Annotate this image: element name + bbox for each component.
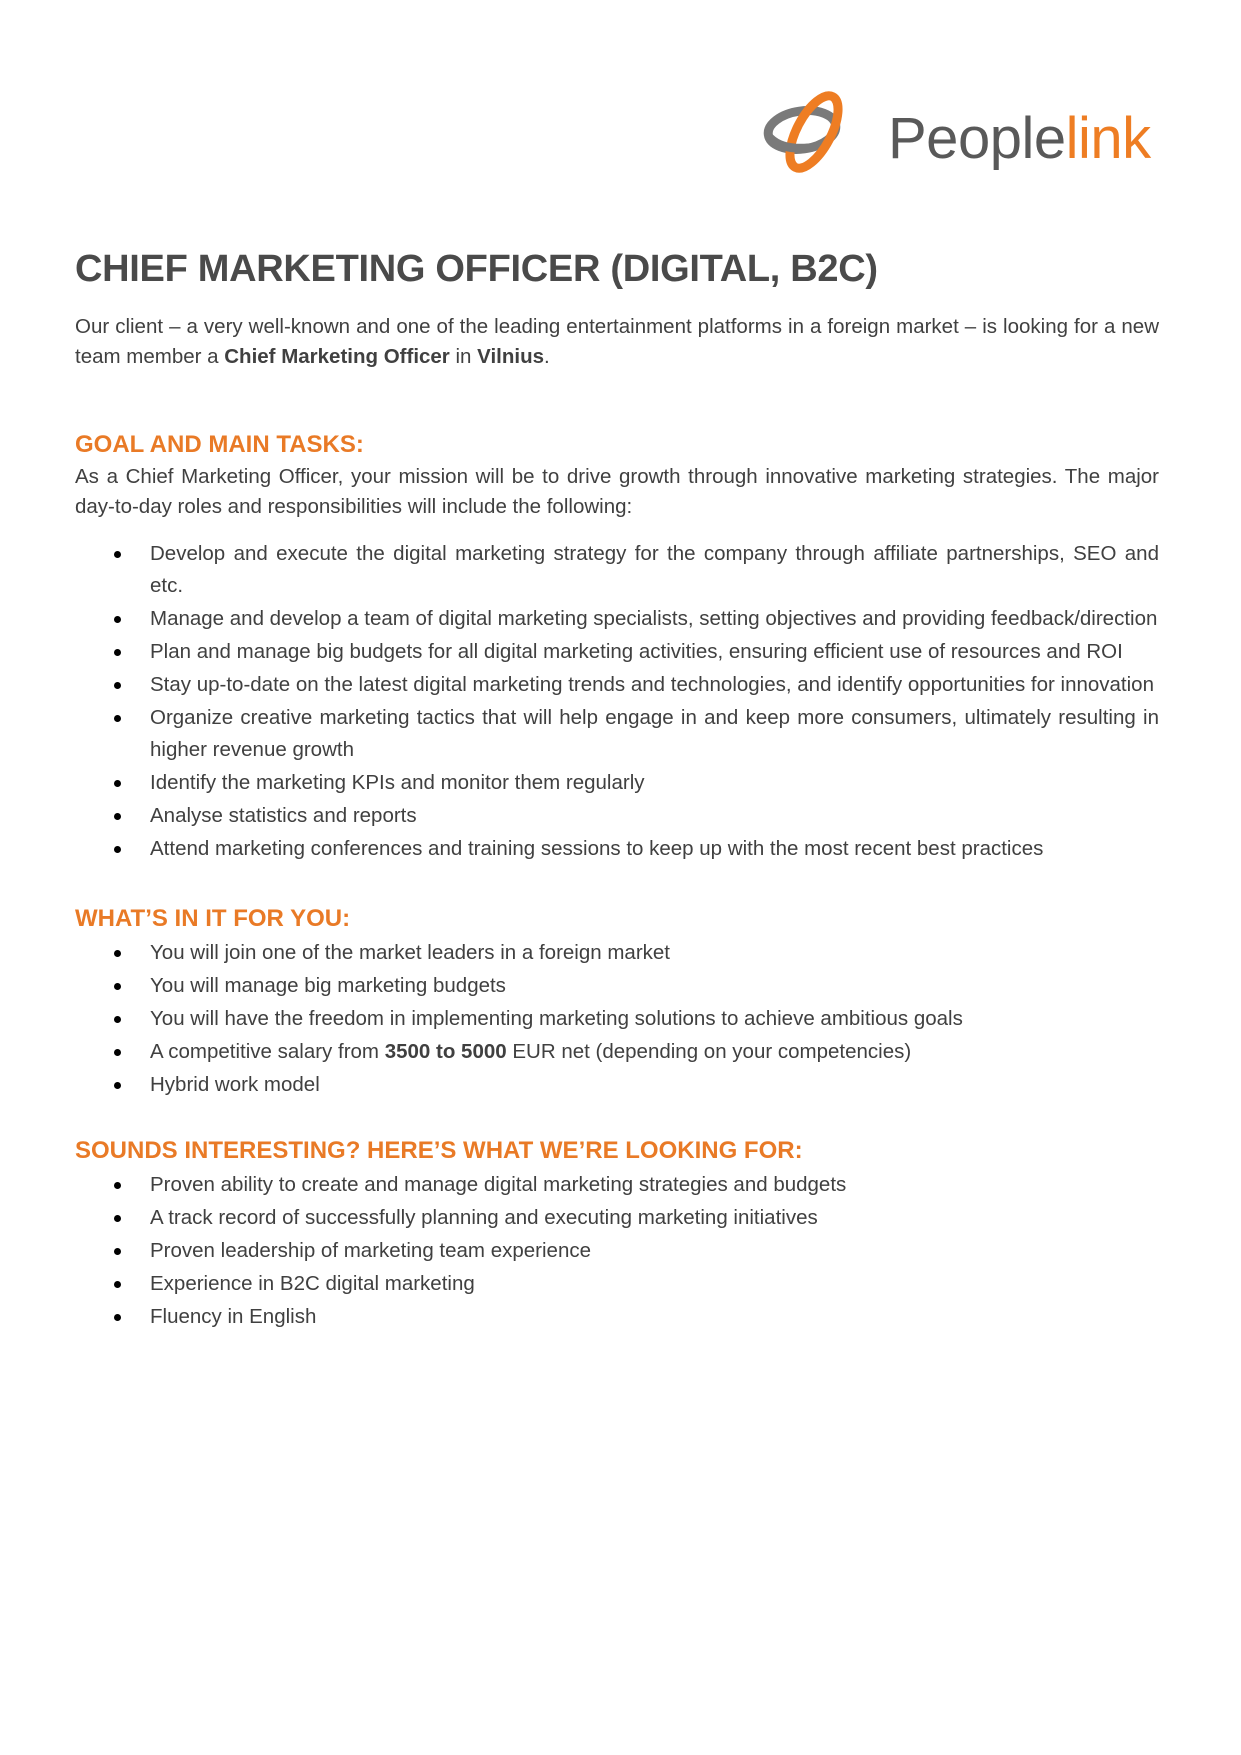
list-item: Manage and develop a team of digital marketing specialists, setting objectives and providing feedback/direction: [75, 603, 1159, 635]
intro-paragraph: [75, 312, 1159, 372]
list-item: Plan and manage big budgets for all digital marketing activities, ensuring efficient use of resources and ROI: [75, 636, 1159, 668]
logo-wordmark: [888, 106, 1151, 171]
job-title: CHIEF MARKETING OFFICER (DIGITAL, B2C): [75, 248, 878, 290]
list-item: Fluency in English: [75, 1301, 1159, 1333]
salary-prefix: A competitive salary from: [150, 1040, 385, 1063]
requirements-list: [75, 1169, 1159, 1333]
intro-text-1: Our client – a very well-known and one of the leading entertainment platforms in a foreign market – is looking for a new team member a: [75, 315, 1159, 368]
tasks-list: [75, 538, 1159, 865]
list-item: A track record of successfully planning and executing marketing initiatives: [75, 1202, 1159, 1234]
intro-role: Chief Marketing Officer: [224, 345, 450, 368]
list-item: Experience in B2C digital marketing: [75, 1268, 1159, 1300]
list-item: Develop and execute the digital marketing strategy for the company through affiliate partnerships, SEO and etc.: [75, 538, 1159, 602]
benefits-list: [75, 937, 1159, 1101]
list-item: Proven leadership of marketing team experience: [75, 1235, 1159, 1267]
list-item: Organize creative marketing tactics that will help engage in and keep more consumers, ultimately resulting in higher revenue growth: [75, 702, 1159, 766]
document-body: [75, 236, 1159, 1334]
list-item: You will join one of the market leaders in a foreign market: [75, 937, 1159, 969]
section-heading-requirements: SOUNDS INTERESTING? HERE’S WHAT WE’RE LOOKING FOR:: [75, 1137, 803, 1164]
salary-list-item: [75, 1036, 1159, 1068]
list-item: Analyse statistics and reports: [75, 800, 1159, 832]
goal-lead-paragraph: As a Chief Marketing Officer, your mission will be to drive growth through innovative marketing strategies. The major day-to-day roles and responsibilities will include the following:: [75, 465, 1159, 518]
salary-amount: 3500 to 5000: [384, 1040, 507, 1063]
peoplelink-logo: [762, 88, 1162, 188]
logo-word-link: link: [1065, 106, 1151, 171]
salary-suffix: EUR net (depending on your competencies): [506, 1040, 912, 1063]
intro-city: Vilnius: [477, 345, 544, 368]
intro-text-3: .: [544, 345, 550, 368]
list-item: Hybrid work model: [75, 1069, 1159, 1101]
list-item: Attend marketing conferences and training sessions to keep up with the most recent best practices: [75, 833, 1159, 865]
list-item: Stay up-to-date on the latest digital marketing trends and technologies, and identify opportunities for innovation: [75, 669, 1159, 701]
section-heading-goal: GOAL AND MAIN TASKS:: [75, 431, 364, 458]
section-heading-benefits: WHAT’S IN IT FOR YOU:: [75, 905, 351, 932]
list-item: You will manage big marketing budgets: [75, 970, 1159, 1002]
logo-word-people: People: [888, 106, 1066, 171]
list-item: Proven ability to create and manage digital marketing strategies and budgets: [75, 1169, 1159, 1201]
rings-logo-icon: [762, 88, 882, 188]
list-item: You will have the freedom in implementing marketing solutions to achieve ambitious goals: [75, 1003, 1159, 1035]
intro-text-2: in: [449, 345, 478, 368]
list-item: Identify the marketing KPIs and monitor them regularly: [75, 767, 1159, 799]
